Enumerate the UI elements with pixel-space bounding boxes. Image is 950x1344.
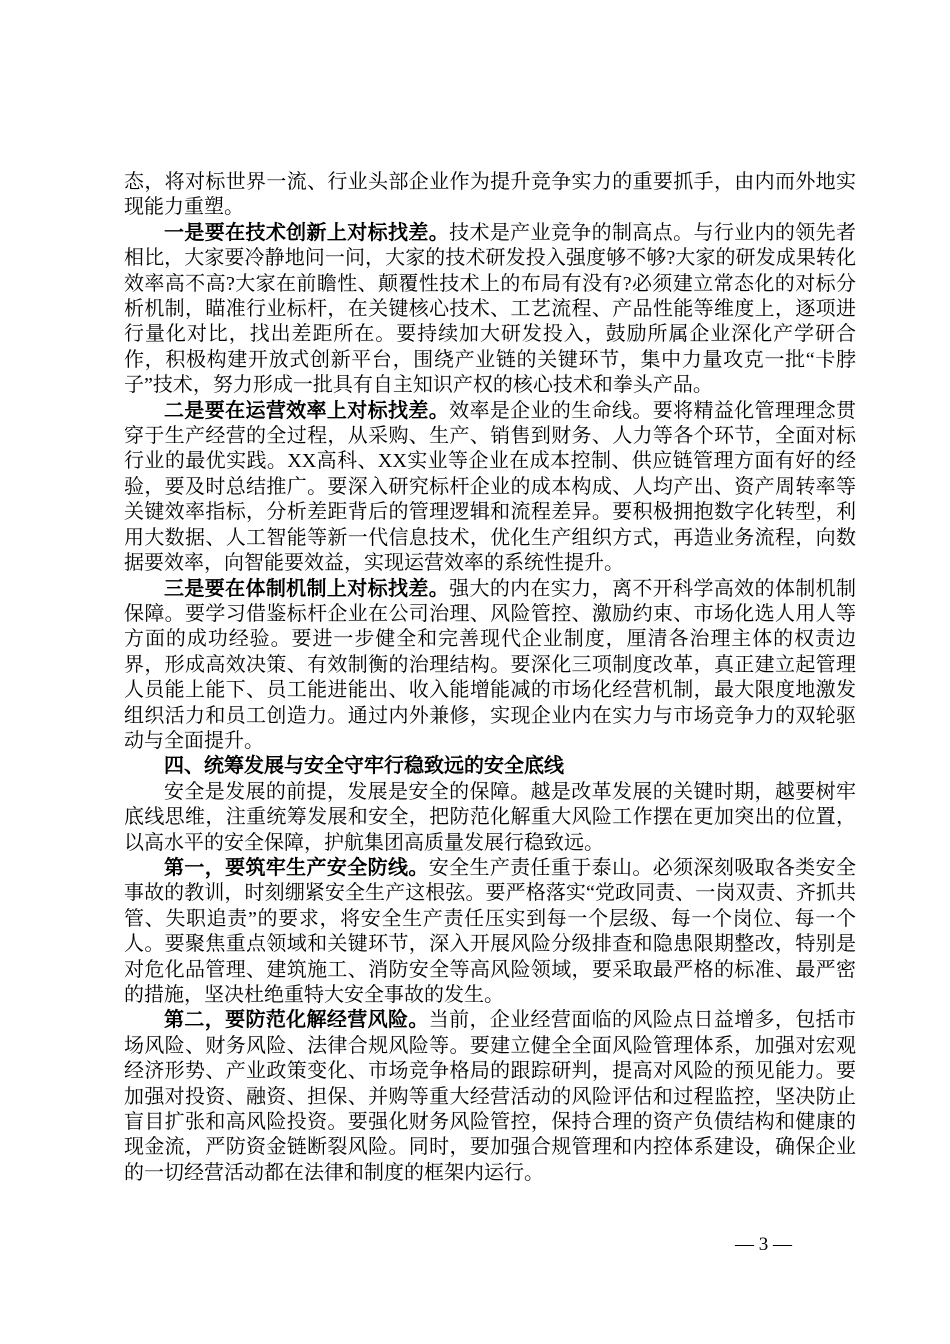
section-heading xyxy=(124,754,856,779)
paragraph-text: 态，将对标世界一流、行业头部企业作为提升竞争实力的重要抓手，由内而外地实现能力重塑。 xyxy=(124,171,856,219)
paragraph-text: 强大的内在实力，离不开科学高效的体制机制保障。要学习借鉴标杆企业在公司治理、风险管控、激励约束、市场化选人用人等方面的成功经验。要进一步健全和完善现代企业制度，厘清各治理主体的权责边界，形成高效决策、有效制衡的治理结构。要深化三项制度改革，真正建立起管理人员能上能下、员工能进能出、收入能增能减的市场化经营机制，最大限度地激发组织活力和员工创造力。通过内外兼修，实现企业内在实力与市场竞争力的双轮驱动与全面提升。 xyxy=(124,577,857,752)
paragraph xyxy=(124,856,856,1008)
paragraph xyxy=(124,780,856,856)
paragraph xyxy=(124,1008,856,1186)
heading-text: 四、统筹发展与安全守牢行稳致远的安全底线 xyxy=(164,755,564,778)
paragraph-lead: 第二，要防范化解经营风险。 xyxy=(164,1009,429,1032)
paragraph-text: 技术是产业竞争的制高点。与行业内的领先者相比，大家要冷静地问一问，大家的技术研发投入强度够不够?大家的研发成果转化效率高不高?大家在前瞻性、颠覆性技术上的布局有没有?必须建立常态化的对标分析机制，瞄准行业标杆，在关键核心技术、工艺流程、产品性能等维度上，逐项进行量化对比，找出差距所在。要持续加大研发投入，鼓励所属企业深化产学研合作，积极构建开放式创新平台，围绕产业链的关键环节，集中力量攻克一批“卡脖子”技术，努力形成一批具有自主知识产权的核心技术和拳头产品。 xyxy=(124,221,857,397)
document-body xyxy=(124,170,856,1186)
paragraph xyxy=(124,170,856,221)
paragraph-lead: 第一，要筑牢生产安全防线。 xyxy=(164,856,429,879)
paragraph-text: 安全生产责任重于泰山。必须深刻吸取各类安全事故的教训，时刻绷紧安全生产这根弦。要严格落实“党政同责、一岗双责、齐抓共管、失职追责”的要求，将安全生产责任压实到每一个层级、每一个岗位、每一个人。要聚焦重点领域和关键环节，深入开展风险分级排查和隐患限期整改，特别是对危化品管理、建筑施工、消防安全等高风险领域，要采取最严格的标准、最严密的措施，坚决杜绝重特大安全事故的发生。 xyxy=(124,856,857,1006)
page-number: — 3 — xyxy=(735,1234,792,1255)
paragraph-lead: 三是要在体制机制上对标找差。 xyxy=(164,577,450,600)
paragraph xyxy=(124,577,856,755)
paragraph-text: 当前，企业经营面临的风险点日益增多，包括市场风险、财务风险、法律合规风险等。要建立健全全面风险管理体系，加强对宏观经济形势、产业政策变化、市场竞争格局的跟踪研判，提高对风险的预见能力。要加强对投资、融资、担保、并购等重大经营活动的风险评估和过程监控，坚决防止盲目扩张和高风险投资。要强化财务风险管控，保持合理的资产负债结构和健康的现金流，严防资金链断裂风险。同时，要加强合规管理和内控体系建设，确保企业的一切经营活动都在法律和制度的框架内运行。 xyxy=(124,1009,857,1184)
paragraph-text: 安全是发展的前提，发展是安全的保障。越是改革发展的关键时期，越要树牢底线思维，注重统筹发展和安全，把防范化解重大风险工作摆在更加突出的位置，以高水平的安全保障，护航集团高质量发展行稳致远。 xyxy=(124,780,856,854)
paragraph-lead: 二是要在运营效率上对标找差。 xyxy=(164,399,450,422)
paragraph-text: 效率是企业的生命线。要将精益化管理理念贯穿于生产经营的全过程，从采购、生产、销售到财务、人力等各个环节，全面对标行业的最优实践。XX高科、XX实业等企业在成本控制、供应链管理方面有好的经验，要及时总结推广。要深入研究标杆企业的成本构成、人均产出、资产周转率等关键效率指标，分析差距背后的管理逻辑和流程差异。要积极拥抱数字化转型，利用大数据、人工智能等新一代信息技术，优化生产组织方式，再造业务流程，向数据要效率，向智能要效益，实现运营效率的系统性提升。 xyxy=(124,399,857,575)
paragraph xyxy=(124,399,856,577)
paragraph-lead: 一是要在技术创新上对标找差。 xyxy=(164,221,450,244)
paragraph xyxy=(124,221,856,399)
